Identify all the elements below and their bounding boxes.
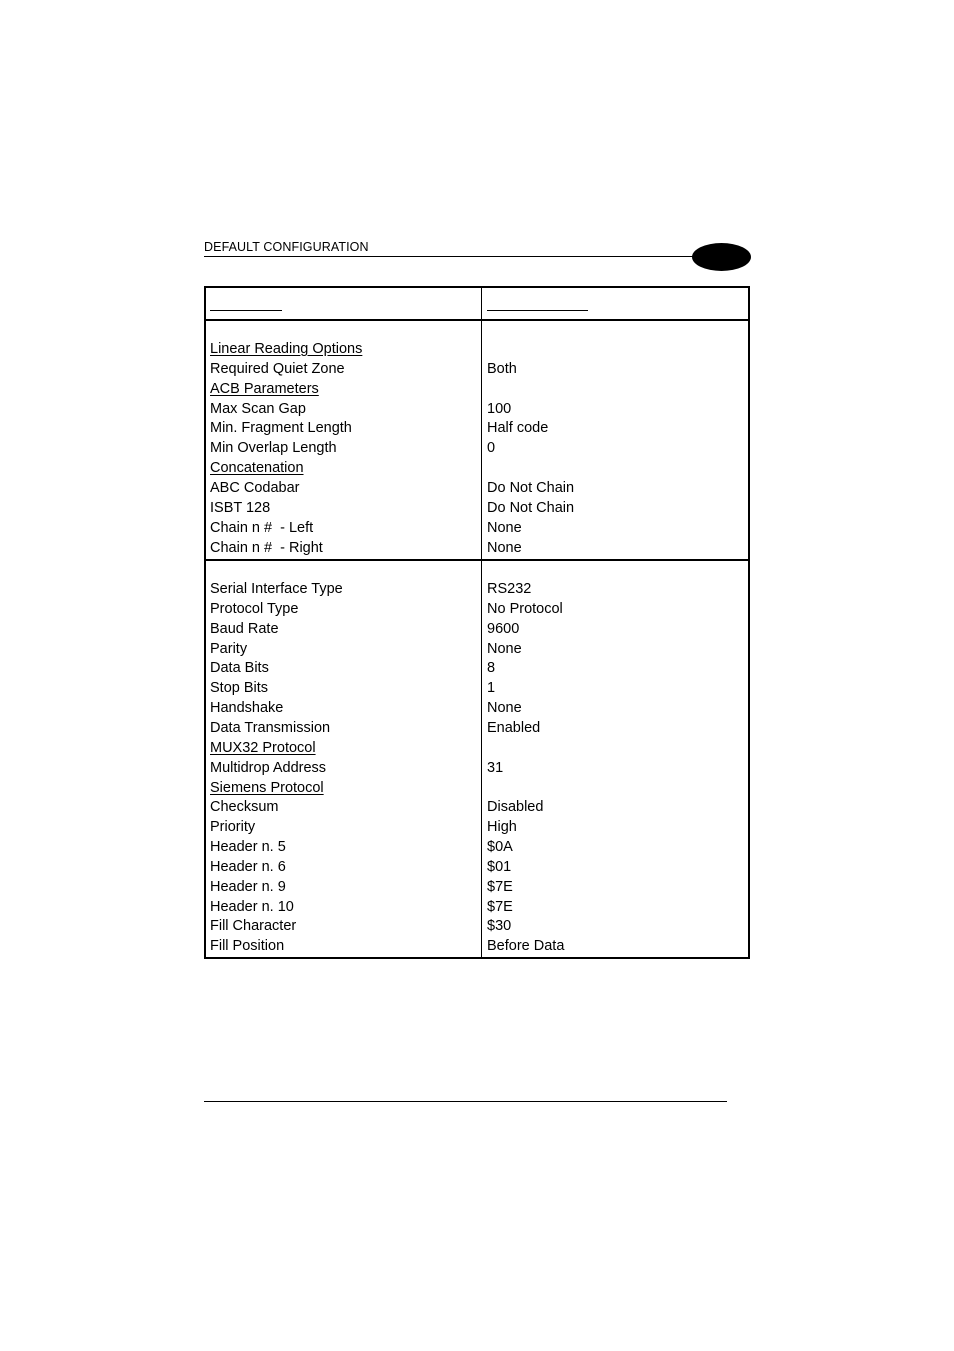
parameter-label: Multidrop Address xyxy=(210,759,327,776)
parameter-value: None xyxy=(487,539,522,556)
parameter-label: Chain n # - Right xyxy=(210,539,323,556)
parameter-value: 0 xyxy=(487,440,496,457)
column-header-default xyxy=(487,310,588,311)
parameter-value: 1 xyxy=(487,680,496,697)
parameter-value: 100 xyxy=(487,400,512,417)
parameter-label: Header n. 10 xyxy=(210,898,294,915)
parameter-label: Min. Fragment Length xyxy=(210,420,352,437)
parameter-value: Half code xyxy=(487,420,549,437)
header-separator xyxy=(206,319,748,321)
parameter-value: None xyxy=(487,640,522,657)
parameter-label: Header n. 6 xyxy=(210,858,286,875)
parameter-label: Header n. 9 xyxy=(210,878,286,895)
parameter-label: Chain n # - Left xyxy=(210,519,314,536)
parameter-value: Before Data xyxy=(487,938,565,955)
parameter-label: Min Overlap Length xyxy=(210,440,337,457)
footer-rule xyxy=(204,1101,727,1102)
subheading-label: ACB Parameters xyxy=(210,380,319,397)
running-header: DEFAULT CONFIGURATION xyxy=(204,240,369,254)
column-divider xyxy=(481,288,482,957)
parameter-label: Handshake xyxy=(210,700,284,717)
parameter-label: Header n. 5 xyxy=(210,839,286,856)
parameter-label: Parity xyxy=(210,640,248,657)
parameter-value: $30 xyxy=(487,918,512,935)
parameter-value: Do Not Chain xyxy=(487,479,575,496)
parameter-value: Both xyxy=(487,360,517,377)
parameter-table xyxy=(204,286,750,959)
subheading-label: Siemens Protocol xyxy=(210,779,324,796)
parameter-value: None xyxy=(487,700,522,717)
parameter-label: Data Transmission xyxy=(210,719,331,736)
parameter-label: Protocol Type xyxy=(210,600,299,617)
parameter-label: ISBT 128 xyxy=(210,499,271,516)
parameter-label: Checksum xyxy=(210,799,279,816)
parameter-value: 8 xyxy=(487,660,496,677)
subheading-label: MUX32 Protocol xyxy=(210,739,316,756)
parameter-value: Disabled xyxy=(487,799,544,816)
parameter-label: Stop Bits xyxy=(210,680,269,697)
column-header-parameter xyxy=(210,310,282,311)
parameter-label: Priority xyxy=(210,819,256,836)
parameter-label: ABC Codabar xyxy=(210,479,300,496)
subheading-label: Linear Reading Options xyxy=(210,341,363,357)
parameter-value: $7E xyxy=(487,898,513,915)
parameter-label: Max Scan Gap xyxy=(210,400,306,417)
parameter-label: Required Quiet Zone xyxy=(210,360,345,377)
parameter-value: $7E xyxy=(487,878,513,895)
parameter-value: 31 xyxy=(487,759,504,776)
parameter-value: No Protocol xyxy=(487,600,563,617)
parameter-label: Data Bits xyxy=(210,660,269,677)
parameter-value: Do Not Chain xyxy=(487,499,575,516)
parameter-value: $0A xyxy=(487,839,513,856)
parameter-label: Fill Character xyxy=(210,918,297,935)
section-separator xyxy=(206,559,748,561)
parameter-label: Baud Rate xyxy=(210,620,279,637)
chapter-tab xyxy=(692,243,751,271)
subheading-label: Concatenation xyxy=(210,460,304,477)
parameter-value: $01 xyxy=(487,858,512,875)
parameter-value: None xyxy=(487,519,522,536)
parameter-value: 9600 xyxy=(487,620,520,637)
parameter-value: Enabled xyxy=(487,719,541,736)
parameter-label: Serial Interface Type xyxy=(210,581,343,597)
parameter-label: Fill Position xyxy=(210,938,285,955)
header-rule xyxy=(204,256,704,257)
parameter-value: RS232 xyxy=(487,581,532,597)
parameter-value: High xyxy=(487,819,517,836)
